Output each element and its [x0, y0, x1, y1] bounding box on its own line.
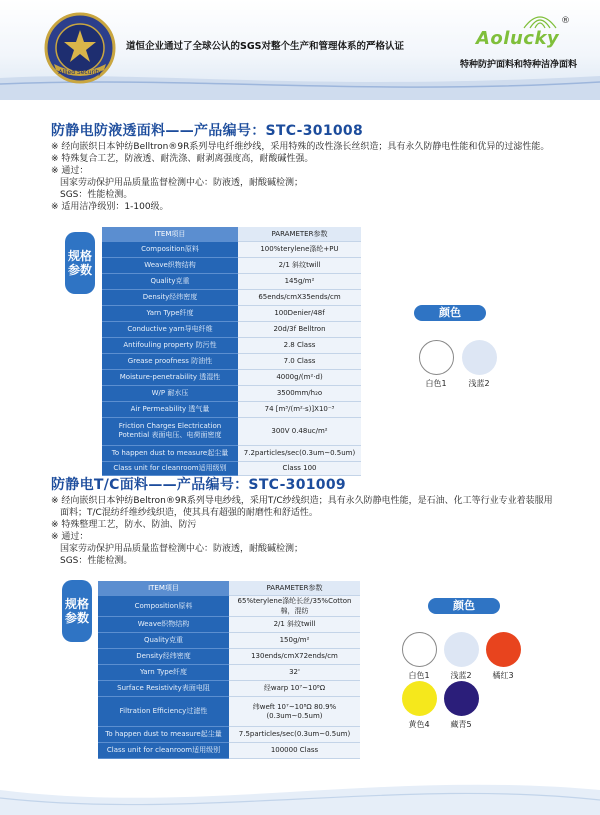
table-row: [102, 369, 361, 385]
table-cell-value: 300V 0.48uc/m²: [238, 417, 361, 445]
table-row: [98, 664, 360, 680]
color-swatch: [419, 340, 454, 375]
color-swatch-label: 白色1: [425, 379, 447, 388]
color-swatch: [402, 632, 437, 667]
table-cell-value: 2/1 斜纹twill: [238, 257, 361, 273]
section2-line: ※ 通过：: [51, 532, 89, 542]
table-row: [102, 401, 361, 417]
table-cell-value: 100Denier/48f: [238, 305, 361, 321]
section2-line: ※ 特殊整理工艺，防水、防油、防污: [51, 520, 197, 530]
table-row: [102, 353, 361, 369]
table-row: [98, 726, 360, 742]
section2-line: 面料；T/C混纺纤维纱线织造，使其具有超强的耐磨性和舒适性。: [60, 508, 318, 518]
table-cell-value: 3500mm/h₂o: [238, 385, 361, 401]
color-swatch: [486, 632, 521, 667]
table-row: [98, 742, 360, 758]
table-cell-value: 32': [229, 664, 360, 680]
table-cell-item: Air Permeability 透气量: [102, 401, 238, 417]
table-cell-item: ITEM项目: [98, 581, 229, 595]
table-cell-value: 65%terylene涤纶长丝/35%Cotton棉，混纺: [229, 595, 360, 616]
table-cell-item: Density经纬密度: [98, 648, 229, 664]
table-cell-item: To happen dust to measure起尘量: [98, 726, 229, 742]
table-cell-item: Density经纬密度: [102, 289, 238, 305]
table-row: [102, 289, 361, 305]
color-swatch-label: 白色1: [408, 671, 430, 680]
table-cell-item: Friction Charges Electrication Potential 表面电压、电荷面密度: [102, 417, 238, 445]
table-row: [98, 648, 360, 664]
certification-seal-icon: [44, 12, 116, 84]
table-cell-value: 纬weft 10⁷~10⁸Ω 80.9%(0.3um~0.5um): [229, 696, 360, 726]
color-swatch-label: 浅蓝2: [468, 379, 490, 388]
section1-spec-tab: [65, 232, 95, 294]
section1-line: ※ 经向嵌织日本钟纺Belltron®9R系列导电纤维纱线，采用特殊的改性涤长丝织造；具有永久防静电性能和优异的过滤性能。: [51, 142, 550, 152]
seal-text: Allied Security: [58, 69, 102, 76]
table-cell-value: 65ends/cmX35ends/cm: [238, 289, 361, 305]
table-row: [102, 273, 361, 289]
table-cell-item: To happen dust to measure起尘量: [102, 445, 238, 461]
table-row: [98, 696, 360, 726]
table-cell-value: PARAMETER参数: [238, 227, 361, 241]
spec-tab-label: 参数: [64, 611, 89, 625]
section2-line: ※ 经向嵌织日本钟纺Beltron®9R系列导电纱线，采用T/C纱线织造；具有永久防静电性能，是石油、化工等行业专业着装服用: [51, 496, 553, 506]
table-cell-item: Weave织物结构: [98, 616, 229, 632]
table-cell-value: PARAMETER参数: [229, 581, 360, 595]
table-cell-item: ITEM项目: [102, 227, 238, 241]
table-row: [102, 305, 361, 321]
certification-text: 道恒企业通过了全球公认的SGS对整个生产和管理体系的严格认证: [126, 41, 404, 52]
section2-line: 国家劳动保护用品质量监督检测中心：防液透，耐酸碱检测；: [60, 544, 304, 554]
section1-line: ※ 通过：: [51, 166, 89, 176]
registered-mark: ®: [561, 16, 570, 26]
color-swatch-label: 橘红3: [492, 671, 514, 680]
table-cell-item: Weave织物结构: [102, 257, 238, 273]
table-cell-item: Filtration Efficiency过滤性: [98, 696, 229, 726]
table-cell-item: Composition原料: [98, 595, 229, 616]
table-cell-value: 2/1 斜纹twill: [229, 616, 360, 632]
table-row: [102, 241, 361, 257]
section1-line: 国家劳动保护用品质量监督检测中心：防液透，耐酸碱检测；: [60, 178, 304, 188]
table-cell-value: 7.2particles/sec(0.3um~0.5um): [238, 445, 361, 461]
table-row: [102, 337, 361, 353]
spec-tab-label: 规格: [67, 249, 92, 263]
brand-tagline: 特种防护面料和特种洁净面料: [460, 60, 578, 70]
table-header-row: [98, 581, 360, 595]
table-header-row: [102, 227, 361, 241]
section1-line: ※ 特殊复合工艺，防液透、耐洗涤、耐剥离强度高，耐酸碱性强。: [51, 154, 314, 164]
color-swatch: [402, 681, 437, 716]
section2-spec-tab: [62, 580, 92, 642]
table-row: [98, 632, 360, 648]
color-swatch-label: 藏青5: [450, 720, 472, 729]
table-cell-value: 145g/m²: [238, 273, 361, 289]
table-cell-value: 7.0 Class: [238, 353, 361, 369]
table-cell-item: W/P 耐水压: [102, 385, 238, 401]
table-cell-item: Surface Resistivity表面电阻: [98, 680, 229, 696]
section2-color-title: 颜色: [428, 598, 500, 614]
table-row: [98, 680, 360, 696]
table-cell-item: Conductive yarn导电纤维: [102, 321, 238, 337]
section1-color-title: 颜色: [414, 305, 486, 321]
section2-spec-table: [98, 581, 360, 759]
table-cell-item: Quality克重: [102, 273, 238, 289]
table-row: [102, 321, 361, 337]
logo-antenna-icon: [520, 6, 560, 30]
section2-title: 防静电T/C面料——产品编号：STC-301009: [51, 477, 346, 493]
table-row: [102, 257, 361, 273]
table-row: [98, 616, 360, 632]
color-swatch: [444, 632, 479, 667]
table-cell-item: Grease proofness 防油性: [102, 353, 238, 369]
table-cell-value: 150g/m²: [229, 632, 360, 648]
table-row: [102, 461, 361, 475]
table-cell-item: Class unit for cleanroom适用级别: [102, 461, 238, 475]
table-cell-value: 4000g/(m²·d): [238, 369, 361, 385]
color-swatch-label: 浅蓝2: [450, 671, 472, 680]
table-cell-value: 100%terylene涤纶+PU: [238, 241, 361, 257]
table-cell-value: 7.5particles/sec(0.3um~0.5um): [229, 726, 360, 742]
section1-title: 防静电防液透面料——产品编号：STC-301008: [51, 123, 363, 139]
table-row: [102, 385, 361, 401]
table-cell-item: Class unit for cleanroom适用级别: [98, 742, 229, 758]
footer-swoosh: [0, 760, 600, 815]
spec-tab-label: 参数: [67, 263, 92, 277]
table-row: [102, 445, 361, 461]
table-cell-value: 2.8 Class: [238, 337, 361, 353]
table-cell-value: Class 100: [238, 461, 361, 475]
table-row: [98, 595, 360, 616]
table-cell-item: Composition原料: [102, 241, 238, 257]
table-cell-value: 74 [m³/(m²·s)]X10⁻³: [238, 401, 361, 417]
color-swatch-label: 黄色4: [408, 720, 430, 729]
brand-logo: Aolucky: [476, 28, 560, 49]
section1-spec-table: [102, 227, 361, 476]
table-cell-item: Yarn Type纤度: [98, 664, 229, 680]
table-cell-value: 20d/3f Belltron: [238, 321, 361, 337]
table-row: [102, 417, 361, 445]
table-cell-value: 100000 Class: [229, 742, 360, 758]
section1-line: SGS：性能检测。: [60, 190, 133, 200]
table-cell-value: 经warp 10⁷~10⁸Ω: [229, 680, 360, 696]
color-swatch: [462, 340, 497, 375]
table-cell-item: Quality克重: [98, 632, 229, 648]
table-cell-item: Antifouling property 防污性: [102, 337, 238, 353]
table-cell-item: Moisture-penetrability 透湿性: [102, 369, 238, 385]
spec-tab-label: 规格: [64, 597, 89, 611]
table-cell-value: 130ends/cmX72ends/cm: [229, 648, 360, 664]
table-cell-item: Yarn Type纤度: [102, 305, 238, 321]
section2-line: SGS：性能检测。: [60, 556, 133, 566]
section1-line: ※ 适用洁净级别：1-100级。: [51, 202, 169, 212]
color-swatch: [444, 681, 479, 716]
